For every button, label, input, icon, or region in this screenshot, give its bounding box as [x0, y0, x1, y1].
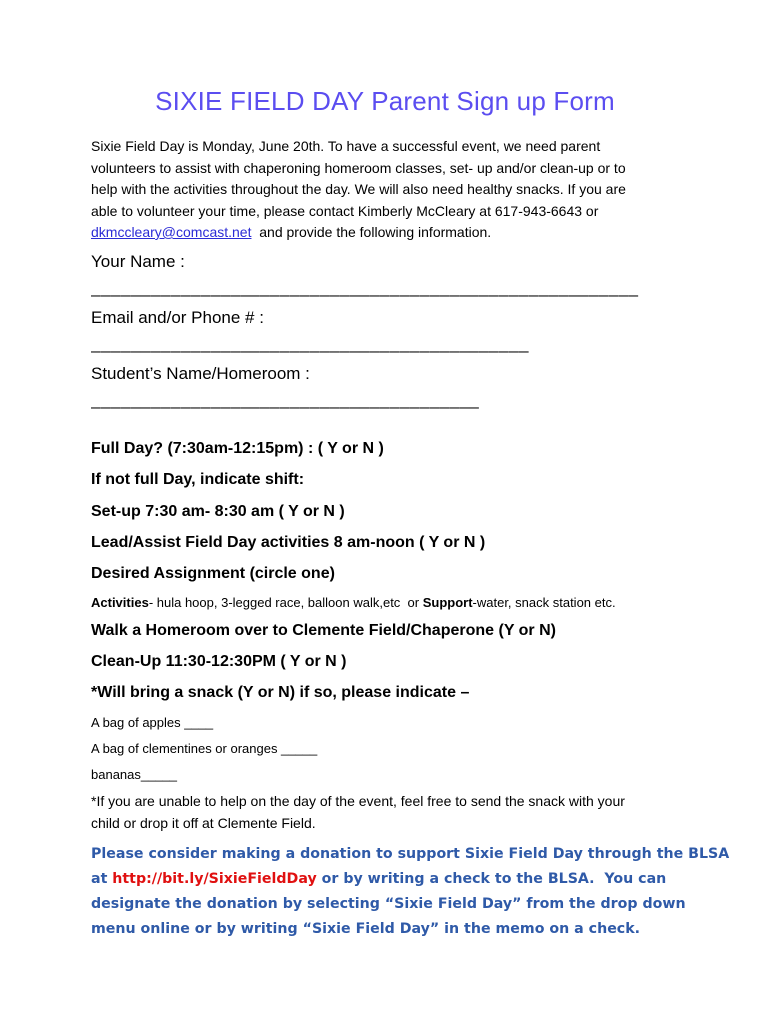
donation-line-2-prefix: at: [91, 871, 113, 887]
snack-apples: A bag of apples ____: [91, 715, 214, 730]
donation-line-4: menu online or by writing “Sixie Field Day” in the memo on a check.: [91, 921, 641, 937]
snack-option: *Will bring a snack (Y or N) if so, please indicate –: [91, 684, 470, 701]
lead-assist-option: Lead/Assist Field Day activities 8 am-noon ( Y or N ): [91, 534, 486, 551]
intro-line-4: able to volunteer your time, please contact Kimberly McCleary at 617-943-6643 or: [91, 202, 599, 219]
your-name-blank[interactable]: _______________________________________________________: [91, 278, 639, 297]
donation-line-2: [91, 867, 711, 892]
intro-line-5-rest: and provide the following information.: [251, 224, 492, 240]
note-line-2: child or drop it off at Clemente Field.: [91, 814, 316, 831]
intro-line-1: Sixie Field Day is Monday, June 20th. To have a successful event, we need parent: [91, 138, 601, 154]
note-line-1: *If you are unable to help on the day of the event, feel free to send the snack with your: [91, 793, 625, 809]
desired-assignment-heading: Desired Assignment (circle one): [91, 565, 335, 582]
cleanup-option: Clean-Up 11:30-12:30PM ( Y or N ): [91, 653, 347, 670]
intro-line-2: volunteers to assist with chaperoning homeroom classes, set- up and/or clean-up or to: [91, 159, 626, 176]
walk-homeroom-option: Walk a Homeroom over to Clemente Field/Chaperone (Y or N): [91, 622, 556, 639]
donation-line-3: designate the donation by selecting “Sixie Field Day” from the drop down: [91, 896, 686, 912]
student-name-label: Student’s Name/Homeroom :: [91, 364, 310, 383]
snack-note: [91, 791, 691, 834]
support-choice: Support: [422, 595, 473, 610]
support-description: -water, snack station etc.: [472, 595, 616, 610]
setup-option: Set-up 7:30 am- 8:30 am ( Y or N ): [91, 503, 345, 520]
donation-url-link[interactable]: http://bit.ly/SixieFieldDay: [112, 871, 317, 887]
student-name-blank[interactable]: _______________________________________: [91, 390, 480, 409]
activities-choice: Activities: [91, 595, 149, 610]
intro-line-5: [91, 222, 691, 244]
email-phone-blank[interactable]: ____________________________________________: [91, 334, 530, 353]
intro-paragraph: [91, 136, 691, 244]
donation-line-1: Please consider making a donation to support Sixie Field Day through the BLSA: [91, 846, 730, 862]
intro-line-3: help with the activities throughout the day. We will also need healthy snacks. If you are: [91, 181, 626, 197]
form-title: SIXIE FIELD DAY Parent Sign up Form: [155, 86, 615, 116]
snack-bananas: bananas_____: [91, 767, 178, 782]
assignment-choices: [91, 595, 616, 610]
activities-description: - hula hoop, 3-legged race, balloon walk,etc or: [148, 595, 423, 610]
snack-clementines: A bag of clementines or oranges _____: [91, 741, 318, 756]
donation-line-2-suffix: or by writing a check to the BLSA. You can: [316, 871, 667, 887]
email-phone-label: Email and/or Phone # :: [91, 308, 264, 327]
donation-paragraph: [91, 842, 730, 942]
full-day-option: Full Day? (7:30am-12:15pm) : ( Y or N ): [91, 440, 384, 457]
shift-instruction: If not full Day, indicate shift:: [91, 471, 305, 488]
contact-email-link[interactable]: dkmccleary@comcast.net: [91, 224, 252, 240]
your-name-label: Your Name :: [91, 252, 185, 271]
